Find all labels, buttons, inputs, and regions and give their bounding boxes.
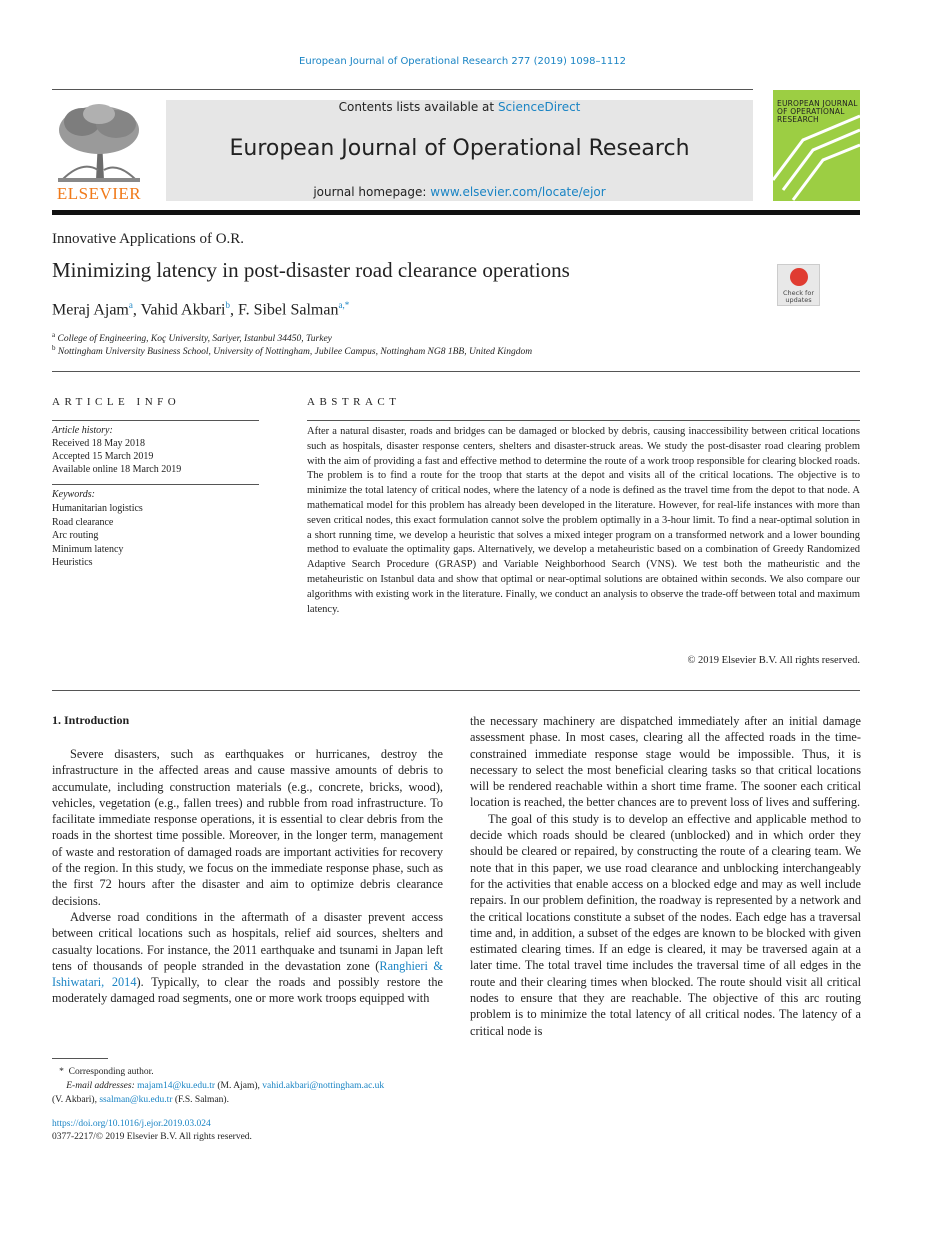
author-affil-marker[interactable]: a <box>128 300 133 310</box>
contents-line <box>166 100 753 114</box>
email-link-salman[interactable]: ssalman@ku.edu.tr <box>99 1095 173 1105</box>
paragraph <box>52 909 443 1007</box>
article-history-label: Article history: <box>52 425 113 436</box>
check-for-updates-button[interactable] <box>777 264 820 306</box>
homepage-link[interactable]: www.elsevier.com/locate/ejor <box>430 185 606 199</box>
paper-title: Minimizing latency in post-disaster road clearance operations <box>52 258 570 282</box>
keyword-item: Humanitarian logistics <box>52 503 143 514</box>
footnote-star: * <box>59 1067 64 1077</box>
homepage-line <box>166 185 753 199</box>
crossmark-icon <box>790 268 808 286</box>
citation-link[interactable]: Ranghieri & Ishiwatari, 2014 <box>52 958 443 990</box>
sciencedirect-link[interactable]: ScienceDirect <box>497 100 581 114</box>
elsevier-wordmark: ELSEVIER <box>56 184 142 203</box>
author-separator: , <box>132 301 141 319</box>
keyword-item: Heuristics <box>52 557 93 568</box>
abstract-rule <box>307 420 860 421</box>
article-info-rule <box>52 420 259 421</box>
received-date: Received 18 May 2018 <box>52 438 146 449</box>
email-owner: (F.S. Salman). <box>172 1095 229 1105</box>
abstract-text: After a natural disaster, roads and bridges can be damaged or blocked by debris, causing inaccessibility between critical locations such as hospitals, disaster response centers, shelters and disaster-struck areas. We study the post-disaster road clearing problem with the aim of providing a fast and effective method to determine the route of a work troop responsible for clearing blocked roads. The problem is to find a route for the troop that starts at the depot and visits all of the critical locations. The objective is to minimize the total latency of critical nodes, where the latency of a node is defined as the travel time from the depot to that node. A mathematical model for this problem has already been developed in the literature. However, for real-life instances with more than seven critical nodes, this exact formulation cannot solve the problem optimally in a 3-hour limit. To find a near-optimal solution in a short running time, we develop a heuristic that solves a mixed integer program on a transformed network and a lower bounding method to evaluate the optimality gaps. Alternatively, we develop a metaheuristic based on a combination of Greedy Randomized Adaptive Search Procedure (GRASP) and Variable Neighborhood Search (VNS). We test both the matheuristic and the metaheuristic on Istanbul data and show that optimal or near-optimal solutions are obtained within seconds. We also compare our algorithms with existing work in the literature. Finally, we conduct an analysis to observe the trade-off between total and maximum latency. <box>307 426 860 615</box>
abstract-copyright: © 2019 Elsevier B.V. All rights reserved. <box>687 655 860 666</box>
author-affil-marker[interactable]: b <box>225 300 230 310</box>
cover-stripes-graphic <box>773 90 860 201</box>
article-info-heading: ARTICLE INFO <box>52 396 181 408</box>
crossmark-label: Check for updates <box>783 289 814 304</box>
abstract-heading: ABSTRACT <box>307 396 401 408</box>
header-thick-rule <box>52 210 860 215</box>
journal-cover-image <box>773 90 860 201</box>
email-owner: (M. Ajam), <box>215 1081 263 1091</box>
cover-title: EUROPEAN JOURNAL OF OPERATIONAL RESEARCH <box>777 99 858 124</box>
journal-header-box <box>166 100 753 201</box>
affiliation-a: $^a$ College of Engineering, Koç University, Sariyer, Istanbul 34450, Turkey <box>52 331 332 345</box>
journal-title: European Journal of Operational Research <box>229 136 690 161</box>
affiliation-b: $^b$ Nottingham University Business School, University of Nottingham, Jubilee Campus, Nottingham NG8 1BB, United Kingdom <box>52 344 533 358</box>
keywords-rule <box>52 484 259 485</box>
keyword-item: Arc routing <box>52 530 99 541</box>
footnote <box>52 1065 443 1107</box>
author-separator: , <box>229 301 238 319</box>
paragraph: the necessary machinery are dispatched immediately after an initial damage assessment phase. In most cases, clearing all the affected roads in the time-constrained immediate response stage would be impossible. Thus, it is necessary to select the most beneficial clearing tasks so that critical locations will be rendered reachable within a short time frame. The sooner each critical location is reached, the better chances are to prevent loss of lives and suffering. <box>470 714 861 810</box>
author-list <box>52 300 349 319</box>
keywords-label: Keywords: <box>52 489 95 500</box>
keyword-item: Road clearance <box>52 516 114 528</box>
email-link-akbari[interactable]: vahid.akbari@nottingham.ac.uk <box>262 1081 385 1091</box>
email-label: E-mail addresses: <box>66 1081 135 1091</box>
corresponding-author-label: Corresponding author. <box>68 1067 154 1077</box>
paragraph: Severe disasters, such as earthquakes or hurricanes, destroy the infrastructure in the affected areas and cause massive amounts of debris to accumulate, including construction materials (e.g., concrete, bricks, wood), vehicles, vegetation (e.g., fallen trees) and rubble from road infrastructure. To facilitate immediate response operations, it is essential to clear debris from the roads in the shortest time possible. Moreover, in the longer term, management of waste and restoration of damaged roads are important activities for recovery of the region. In this study, we focus on the immediate response phase, such as the first 72 hours after the disaster and aim to optimize debris clearance decisions. <box>52 747 443 908</box>
introduction-heading: 1. Introduction <box>52 713 130 727</box>
section-label: Innovative Applications of O.R. <box>52 231 245 247</box>
author-name: Meraj Ajam <box>52 301 129 319</box>
divider-rule <box>52 371 860 372</box>
email-link-ajam[interactable]: majam14@ku.edu.tr <box>137 1081 216 1091</box>
body-column-left <box>52 746 443 1007</box>
footnote-emails-cont <box>52 1093 443 1107</box>
affiliation-text: College of Engineering, Koç University, Sariyer, Istanbul 34450, Turkey <box>57 334 332 345</box>
footnote-emails <box>52 1079 443 1093</box>
keywords-list <box>52 502 143 570</box>
homepage-prefix: journal homepage: <box>313 185 431 199</box>
author-name: F. Sibel Salman <box>237 301 339 319</box>
footnote-rule <box>52 1058 108 1059</box>
author-name: Vahid Akbari <box>140 301 226 319</box>
paragraph-text: ). Typically, to clear the roads and possibly restore the moderately damaged road segments, one or more work troops equipped with <box>52 975 443 1006</box>
email-owner: (V. Akbari), <box>52 1095 100 1105</box>
doi-link[interactable]: https://doi.org/10.1016/j.ejor.2019.03.024 <box>52 1119 211 1129</box>
body-column-right <box>470 713 861 1039</box>
accepted-date: Accepted 15 March 2019 <box>52 451 154 462</box>
paragraph-text: Adverse road conditions in the aftermath of a disaster prevent access between critical locations such as hospitals, relief aid sources, shelters and casualty locations. For instance, the 2011 earthquake and tsunami in Japan left tens of thousands of people stranded in the devastation zone ( <box>52 909 443 973</box>
journal-reference[interactable]: European Journal of Operational Research 277 (2019) 1098–1112 <box>299 56 626 67</box>
divider-rule <box>52 690 860 691</box>
issn-copyright: 0377-2217/© 2019 Elsevier B.V. All rights reserved. <box>52 1132 252 1142</box>
paragraph: The goal of this study is to develop an effective and applicable method to decide which roads should be cleared (unblocked) and in which order they should be cleared or repaired, by constructing the route of a clearing team. We note that in this paper, we use road clearance and unblocking interchangeably for the activities that enable access on a blocked edge and may as well include repairs. In our problem definition, the roadway is represented by a network and the critical locations constitute a subset of the nodes. Each edge has a traversal time and, in addition, a subset of the edges are known to be blocked with given estimated clearing times. If an edge is cleared, it may be traversed again at a later time. The total travel time includes the traversal time of all edges in the route and their clearing times when blocked. The route should visit all critical nodes to ensure that they are reachable. The objective of this arc routing problem is to minimize the total latency of all critical nodes. The latency of a critical node is <box>470 811 861 1038</box>
affiliation-text: Nottingham University Business School, University of Nottingham, Jubilee Campus, Nottingham NG8 1BB, United Kingdom <box>57 347 533 358</box>
keyword-item: Minimum latency <box>52 543 124 555</box>
author-affil-marker[interactable]: a,* <box>338 300 350 310</box>
online-date: Available online 18 March 2019 <box>52 464 182 475</box>
contents-prefix: Contents lists available at <box>338 100 498 114</box>
top-rule <box>52 89 753 90</box>
footnote-corresponding <box>52 1065 443 1079</box>
